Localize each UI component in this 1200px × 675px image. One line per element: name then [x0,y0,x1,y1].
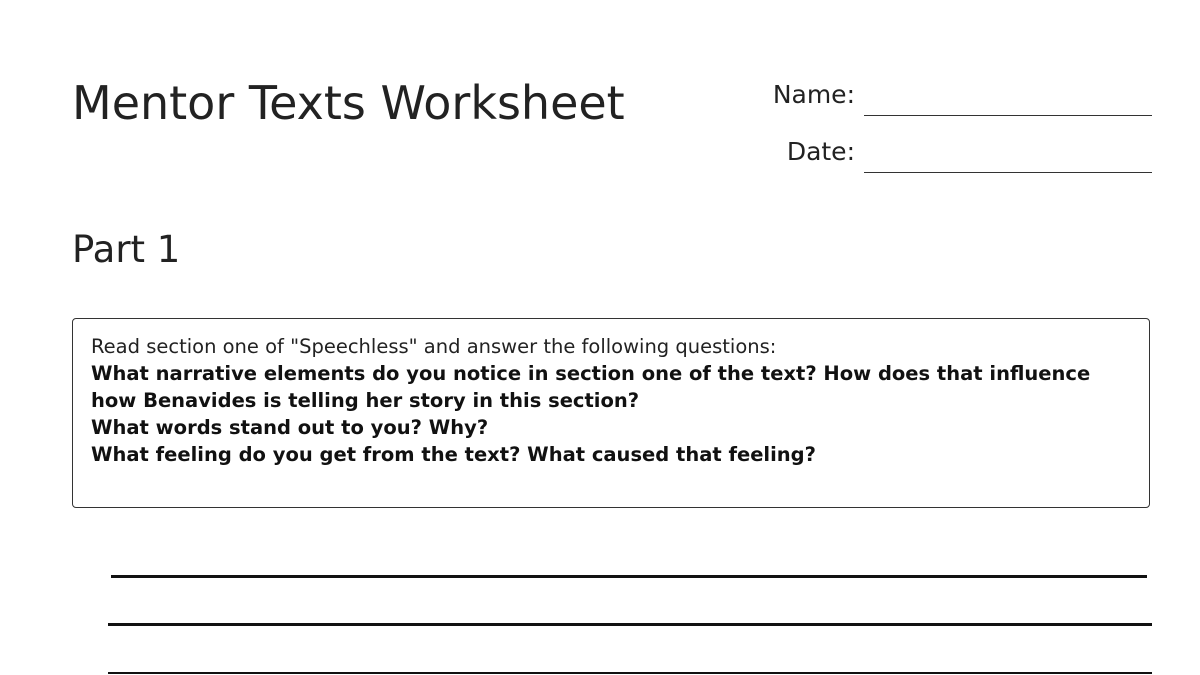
answer-line[interactable] [108,623,1152,626]
name-field-line[interactable] [864,115,1152,116]
instructions-text: Read section one of "Speechless" and answer the following questions: [91,335,777,358]
date-field-line[interactable] [864,172,1152,173]
question-list [91,360,1131,468]
date-label: Date: [786,137,855,166]
worksheet-title: Mentor Texts Worksheet [72,76,625,130]
name-label: Name: [772,80,855,109]
question-box [72,318,1150,508]
part-heading: Part 1 [72,228,181,271]
answer-line[interactable] [108,672,1152,674]
question-item: What words stand out to you? Why? [91,416,489,439]
question-item: What narrative elements do you notice in section one of the text? How does that influence how Benavides is telling her story in this section? [91,362,1091,412]
answer-line[interactable] [111,575,1147,578]
question-item: What feeling do you get from the text? What caused that feeling? [91,443,816,466]
